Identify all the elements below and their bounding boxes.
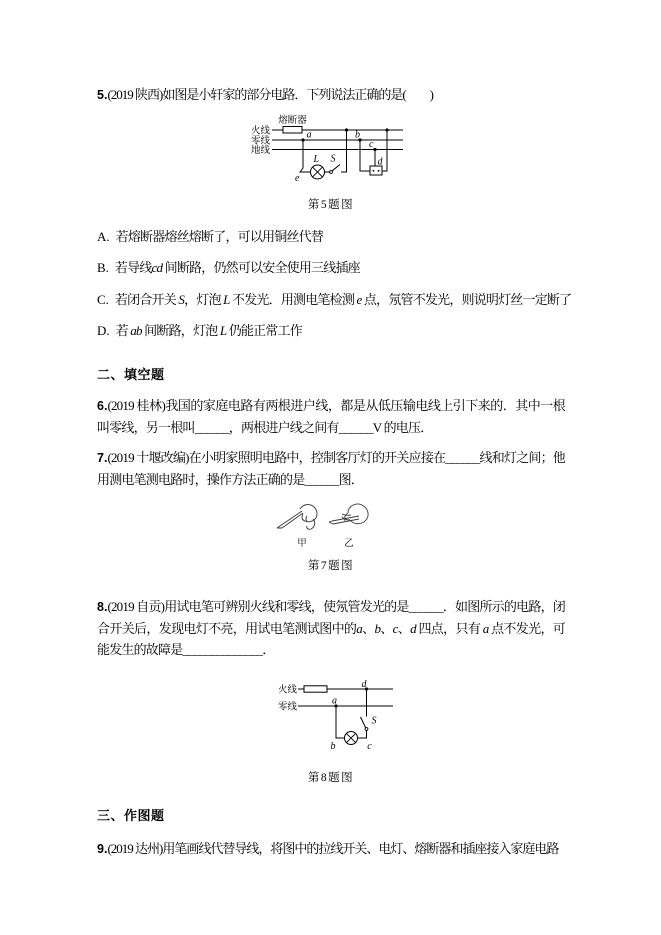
option-a — [97, 228, 575, 245]
label-point-a: a — [332, 695, 337, 707]
lamp-branch-left — [336, 706, 345, 738]
option-c — [97, 291, 575, 308]
fuse-symbol — [304, 686, 327, 692]
option-b-text: 若导线cd 间断路，仍然可以安全使用三线插座 — [114, 260, 360, 275]
label-live-wire: 火线 — [277, 685, 297, 696]
option-a-label: A. — [97, 229, 110, 244]
label-point-b: b — [330, 741, 336, 752]
question-7-number: 7. — [97, 451, 108, 465]
section-heading-drawing: 三、作图题 — [97, 808, 165, 823]
option-c-label: C. — [97, 292, 109, 307]
question-5-number: 5. — [97, 88, 108, 102]
question-6-number: 6. — [97, 399, 108, 413]
label-switch-S: S — [371, 715, 377, 727]
question-6 — [97, 395, 565, 438]
circuit-q8-wires — [298, 689, 393, 738]
question-7-text: (2019 十堰改编)在小明家照明电路中，控制客厅灯的开关应接在______线和灯之间；他用测电笔测电路时，操作方法正确的是______图． — [97, 450, 565, 487]
label-fuse: 熔断器 — [278, 116, 307, 126]
lamp-symbol — [345, 732, 358, 745]
label-point-d: d — [361, 679, 367, 690]
question-9-number: 9. — [97, 842, 108, 856]
switch-contact — [365, 728, 368, 731]
label-neutral-wire: 零线 — [277, 702, 297, 713]
socket-live-wire — [382, 130, 387, 171]
label-ground-wire: 地线 — [250, 146, 270, 156]
question-7 — [97, 447, 565, 490]
lamp-branch-right — [341, 130, 347, 172]
question-8 — [97, 596, 565, 660]
label-method-jia: 甲 — [297, 539, 307, 549]
label-point-c: c — [369, 139, 374, 150]
section-heading-fill-in: 二、填空题 — [97, 367, 165, 382]
question-5-stem — [97, 84, 565, 106]
option-a-text: 若熔断器熔丝熔断了，可以用铜丝代替 — [115, 229, 324, 244]
option-b — [97, 259, 575, 276]
question-8-number: 8. — [97, 600, 108, 614]
fuse-symbol — [283, 127, 302, 134]
figure-testpen-methods — [275, 498, 380, 550]
option-b-label: B. — [97, 260, 109, 275]
label-point-b: b — [355, 129, 360, 141]
label-neutral-wire: 零线 — [250, 136, 270, 147]
circuit-diagram-q5 — [245, 108, 410, 200]
label-point-c: c — [367, 741, 372, 752]
figure-caption-q8: 第8题图 — [307, 772, 355, 784]
label-point-d: d — [377, 156, 383, 168]
option-d — [97, 322, 575, 339]
hand-sketch-jia — [277, 505, 317, 530]
question-8-text: (2019 自贡)用试电笔可辨别火线和零线，使氖管发光的是______．如图所示的电路，闭合开关后，发现电灯不亮，用试电笔测试图中的a、b、c、d 四点，只有 a 点不发光，可能发生的故障是______________． — [97, 599, 566, 657]
question-9 — [97, 838, 565, 860]
question-6-text: (2019 桂林)我国的家庭电路有两根进户线，都是从低压输电线上引下来的．其中一根叫零线，另一根叫______，两根进户线之间有______V 的电压． — [97, 398, 565, 435]
option-d-label: D. — [97, 323, 110, 338]
figure-caption-q5: 第5题图 — [307, 199, 355, 211]
option-d-text: 若 ab 间断路，灯泡 L 仍能正常工作 — [115, 323, 302, 338]
figure-caption-q7: 第7题图 — [307, 560, 355, 572]
question-5-text: (2019 陕西)如图是小轩家的部分电路．下列说法正确的是( ) — [107, 87, 434, 102]
label-point-e: e — [295, 173, 300, 184]
question-9-text: (2019 达州)用笔画线代替导线，将图中的拉线开关、电灯、熔断器和插座接入家庭电路 — [107, 841, 559, 856]
label-lamp-L: L — [313, 154, 320, 165]
circuit-diagram-q8 — [276, 678, 398, 760]
lamp-branch-left — [300, 140, 311, 172]
label-live-wire: 火线 — [250, 126, 270, 137]
junction-dots — [334, 687, 368, 707]
label-switch-S: S — [330, 153, 336, 165]
label-method-yi: 乙 — [344, 539, 354, 549]
switch-lever — [332, 165, 340, 171]
lamp-branch-right — [358, 730, 367, 738]
lamp-symbol — [311, 165, 325, 179]
label-point-a: a — [306, 129, 312, 141]
switch-contact — [330, 171, 333, 174]
switch-lever — [361, 717, 366, 728]
hand-sketch-yi — [329, 504, 368, 524]
option-c-text: 若闭合开关 S，灯泡 L 不发光．用测电笔检测 e 点，氖管不发光，则说明灯丝一定断了 — [114, 292, 572, 307]
circuit-q5-wires — [272, 130, 403, 172]
